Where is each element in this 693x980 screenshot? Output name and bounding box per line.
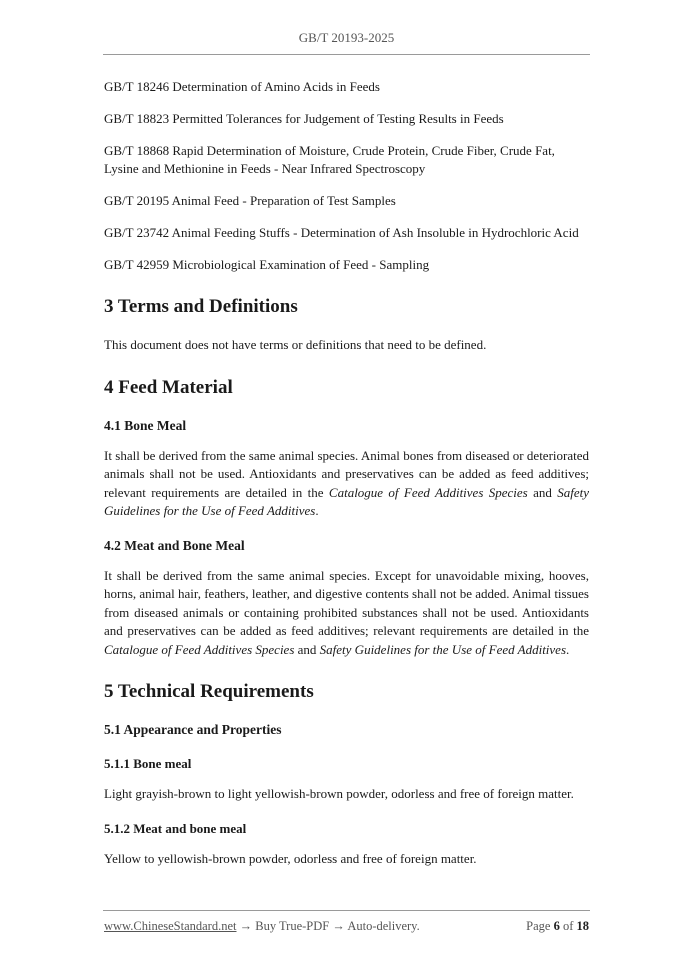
reference-item: GB/T 18868 Rapid Determination of Moisture, Crude Protein, Crude Fiber, Crude Fat, Lysine and Methionine in Feeds - Near Infrared Spectroscopy [104,143,555,176]
conjunction: and [294,641,320,657]
section-5-1-heading: 5.1 Appearance and Properties [104,722,282,737]
period: . [315,503,319,518]
page-indicator [526,919,589,934]
section-5-1-2-text: Yellow to yellowish-brown powder, odorless and free of foreign matter. [104,850,477,866]
section-4-heading: 4 Feed Material [104,376,233,398]
page-number: 6 [553,919,560,933]
period: . [566,641,570,657]
section-4-1-text [104,447,589,521]
page-label: Page [526,919,554,933]
guidelines-title: Safety Guidelines for the Use of Feed Additives [319,641,567,657]
reference-item: GB/T 20195 Animal Feed - Preparation of Test Samples [104,193,396,208]
arrow-icon: → [329,919,348,933]
catalogue-title: Catalogue of Feed Additives Species [104,641,295,657]
section-3-heading: 3 Terms and Definitions [104,296,298,317]
page-header-title: GB/T 20193-2025 [298,30,395,45]
reference-item: GB/T 42959 Microbiological Examination of Feed - Sampling [104,257,430,272]
buy-text: Buy True-PDF [255,919,330,933]
reference-item: GB/T 18246 Determination of Amino Acids in Feeds [104,79,380,94]
section-4-1-heading: 4.1 Bone Meal [104,417,187,433]
reference-item: GB/T 18823 Permitted Tolerances for Judgement of Testing Results in Feeds [104,111,504,126]
section-5-1-2-heading: 5.1.2 Meat and bone meal [104,820,247,836]
reference-item: GB/T 23742 Animal Feeding Stuffs - Determination of Ash Insoluble in Hydrochloric Acid [104,225,579,240]
section-4-2-text [104,567,589,660]
section-5-1-1-heading: 5.1.1 Bone meal [104,756,192,771]
body-text: It shall be derived from the same animal species. Except for unavoidable mixing, hooves, horns, animal hair, feathers, leather, and digestive contents shall not be added. Animal tissues from diseased animals or containing prohibited substances shall not be used. Antioxidants and preservatives can be added as feed additives; relevant requirements are detailed in the [104,567,589,638]
header-divider [103,54,590,55]
footer-promo [104,919,420,934]
website-link[interactable]: www.ChineseStandard.net [104,919,237,933]
section-5-heading: 5 Technical Requirements [104,681,314,702]
delivery-text: Auto-delivery. [347,919,420,933]
document-body [104,78,589,878]
page-total: 18 [576,919,589,933]
arrow-icon: → [236,919,256,933]
of-label: of [559,919,577,933]
section-4-2-heading: 4.2 Meat and Bone Meal [104,537,245,553]
section-5-1-1-text: Light grayish-brown to light yellowish-brown powder, odorless and free of foreign matter. [104,786,574,801]
catalogue-title: Catalogue of Feed Additives Species [328,484,528,500]
body-text: It shall be derived from the same animal species. Animal bones from diseased or deteriorated animals shall not be used. Antioxidants and preservatives can be added as feed additives; relevant requirements are detailed in the [104,447,589,500]
guidelines-title: Safety Guidelines for the Use of Feed Additives [104,484,589,518]
footer-divider [103,910,590,911]
section-3-text: This document does not have terms or definitions that need to be defined. [104,337,487,352]
conjunction: and [527,484,558,500]
